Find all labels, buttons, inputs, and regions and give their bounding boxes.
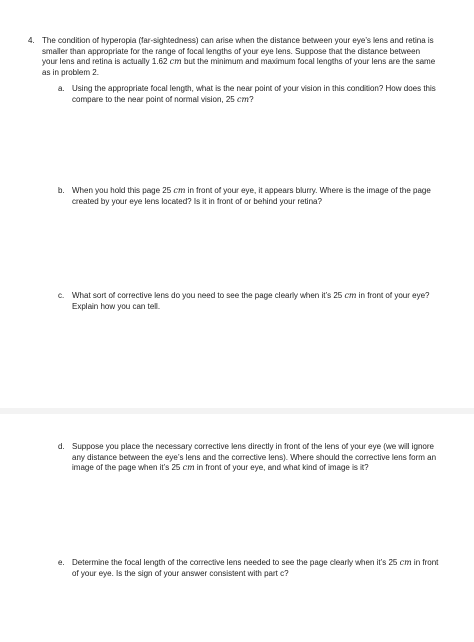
part-b-question: [72, 186, 452, 207]
part-c-line-2: Explain how you can tell.: [72, 301, 161, 311]
part-d-line-2: any distance between the eye’s lens and the corrective lens). Where should the corrective lens form an: [72, 452, 437, 462]
part-a-line-2: compare to the near point of normal vision, 25 cm?: [72, 94, 254, 104]
part-e-label: e.: [58, 558, 65, 567]
problem-line-3: your lens and retina is actually 1.62 cm but the minimum and maximum focal lengths of your lens are the same: [42, 57, 436, 67]
part-b-line-2: created by your eye lens located? Is it in front of or behind your retina?: [72, 196, 322, 206]
part-c-label: c.: [58, 291, 65, 300]
problem-number: 4.: [28, 36, 35, 45]
part-d-line-3: image of the page when it’s 25 cm in front of your eye, and what kind of image is it?: [72, 463, 369, 473]
part-e-line-1: Determine the focal length of the corrective lens needed to see the page clearly when it’s 25 cm in front: [72, 558, 439, 567]
part-a-label: a.: [58, 84, 65, 93]
problem-line-1: The condition of hyperopia (far-sightedness) can arise when the distance between your eye’s lens and retina is: [42, 36, 434, 45]
part-b-label: b.: [58, 186, 65, 195]
part-a-question: [72, 84, 452, 105]
part-e-question: [72, 558, 454, 579]
part-b-line-1: When you hold this page 25 cm in front of your eye, it appears blurry. Where is the image of the page: [72, 186, 431, 195]
part-c-line-1: What sort of corrective lens do you need to see the page clearly when it’s 25 cm in front of your eye?: [72, 291, 430, 300]
problem-line-4: as in problem 2.: [42, 67, 99, 77]
problem-statement: [42, 36, 460, 78]
part-d-question: [72, 442, 454, 474]
part-d-line-1: Suppose you place the necessary corrective lens directly in front of the lens of your eye (we will ignore: [72, 442, 434, 451]
problem-line-2: smaller than appropriate for the range of focal lengths of your eye lens. Suppose that the distance between: [42, 46, 421, 56]
part-c-question: [72, 291, 452, 312]
part-d-label: d.: [58, 442, 65, 451]
part-a-line-1: Using the appropriate focal length, what is the near point of your vision in this condition? How does this: [72, 84, 436, 93]
part-e-line-2: of your eye. Is the sign of your answer consistent with part c?: [72, 568, 289, 578]
